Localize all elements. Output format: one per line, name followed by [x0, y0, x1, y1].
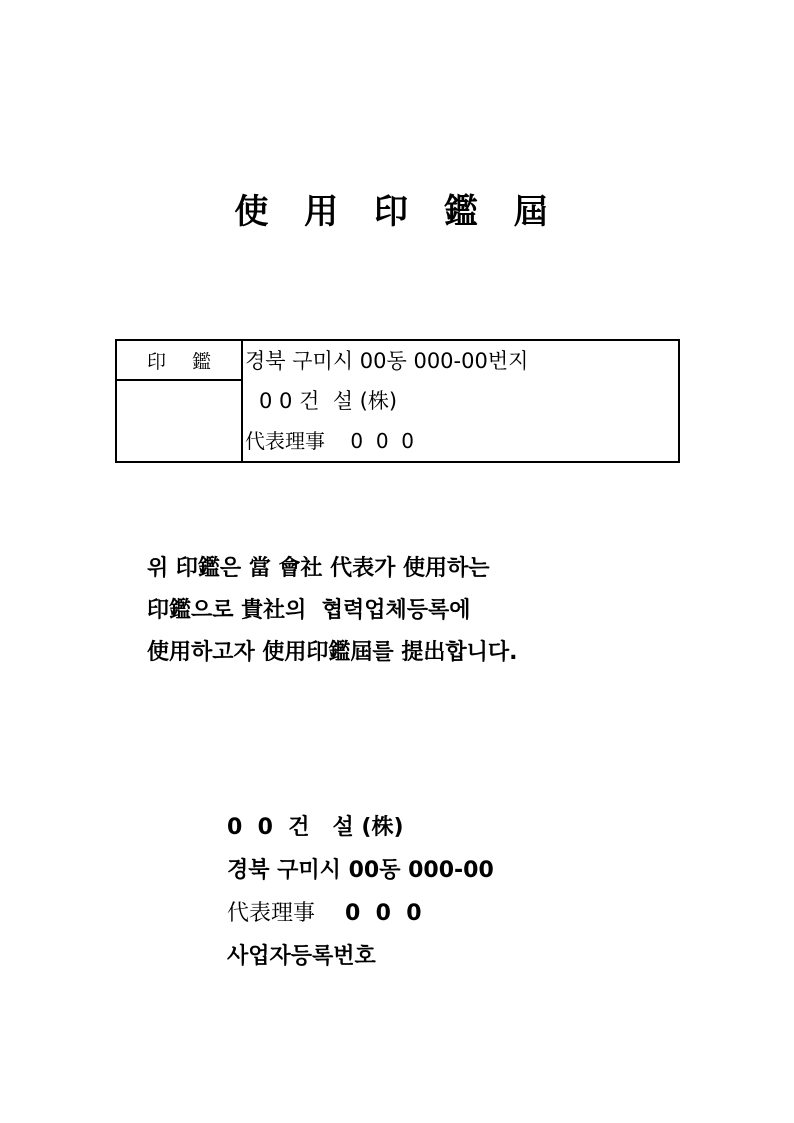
statement-line-3: 使用하고자 使用印鑑屆를 提出합니다. [147, 640, 518, 665]
seal-label-cell [116, 340, 242, 380]
seal-company: 0 0 건 설 (株) [259, 389, 398, 413]
seal-label: 印鑑 [146, 350, 237, 373]
statement-line-2: 印鑑으로 貴社의 협력업체등록에 [147, 598, 471, 623]
seal-address: 경북 구미시 00동 000-00번지 [245, 349, 529, 373]
seal-table [115, 339, 680, 463]
statement-body [147, 548, 517, 674]
page-title: 使 用 印 鑑 屆 [234, 192, 560, 232]
signature-representative [227, 892, 494, 935]
signature-biz-number-label: 사업자등록번호 [227, 944, 376, 969]
signature-block [227, 806, 494, 978]
signature-rep-title: 代表理事 [227, 901, 316, 926]
statement-line-1: 위 印鑑은 當 會社 代表가 使用하는 [147, 556, 490, 581]
seal-impression-box [116, 380, 242, 462]
seal-info-cell [242, 340, 679, 462]
signature-rep-name: 0 0 0 [345, 901, 422, 926]
signature-address: 경북 구미시 00동 000-00 [227, 858, 494, 883]
seal-representative: 代表理事 0 0 0 [245, 429, 415, 453]
signature-company: 0 0 건 설 (株) [227, 815, 404, 840]
